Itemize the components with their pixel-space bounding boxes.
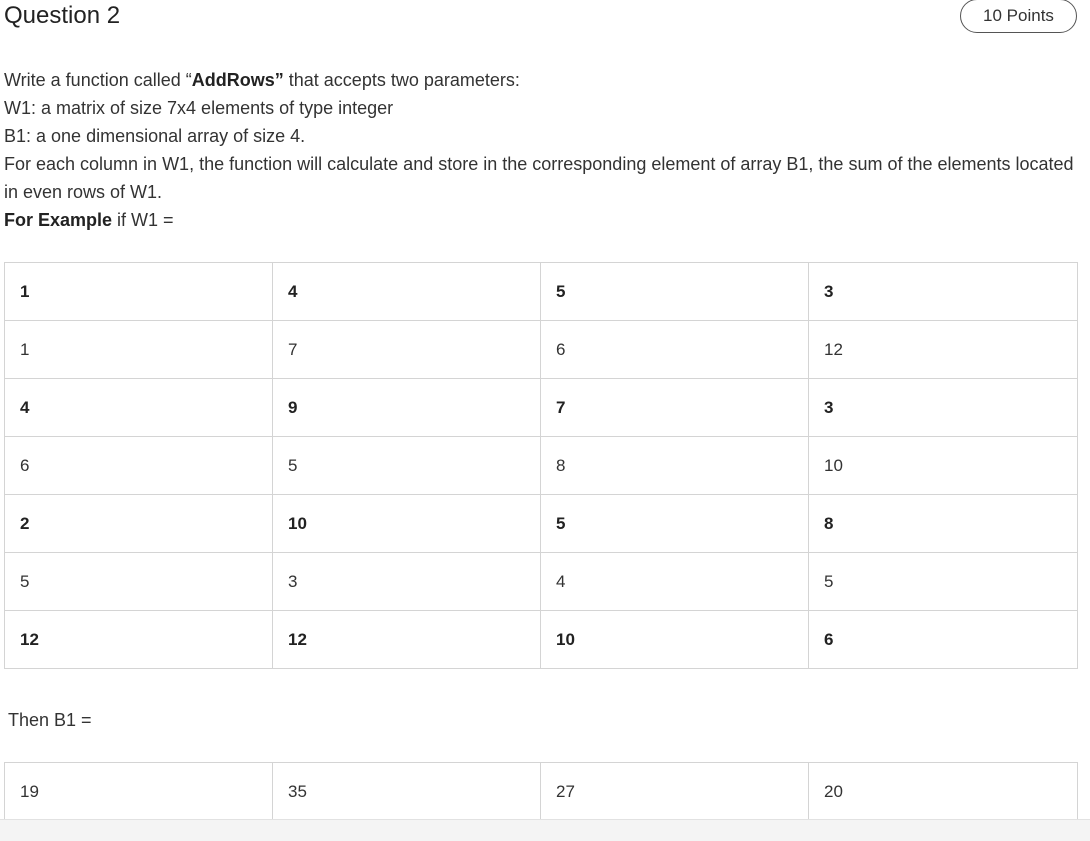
prompt-line-1-post: that accepts two parameters: <box>283 70 520 90</box>
prompt-example <box>4 206 1074 234</box>
prompt-line-4: For each column in W1, the function will calculate and store in the corresponding element of array B1, the sum of the elements located in even rows of W1. <box>4 154 1074 202</box>
table-row <box>5 495 1078 553</box>
table-cell: 10 <box>809 437 1078 495</box>
prompt-line-3: B1: a one dimensional array of size 4. <box>4 126 306 146</box>
table-cell: 12 <box>809 321 1078 379</box>
table-cell: 1 <box>5 263 273 321</box>
table-cell: 4 <box>273 263 541 321</box>
prompt-line-1-pre: Write a function called “ <box>4 70 192 90</box>
table-cell: 9 <box>273 379 541 437</box>
table-cell: 10 <box>541 611 809 669</box>
question-title: Question 2 <box>4 2 121 29</box>
table-row <box>5 437 1078 495</box>
table-row <box>5 379 1078 437</box>
w1-matrix-table <box>4 262 1078 669</box>
table-cell: 5 <box>273 437 541 495</box>
b1-row <box>5 763 1078 822</box>
table-row <box>5 263 1078 321</box>
table-cell: 2 <box>5 495 273 553</box>
table-row <box>5 553 1078 611</box>
table-cell: 12 <box>5 611 273 669</box>
table-cell: 3 <box>273 553 541 611</box>
b1-cell: 27 <box>541 763 809 822</box>
question-header <box>0 0 1090 36</box>
prompt-line-1 <box>4 66 1074 94</box>
table-cell: 6 <box>541 321 809 379</box>
table-cell: 3 <box>809 379 1078 437</box>
table-cell: 4 <box>541 553 809 611</box>
table-cell: 10 <box>273 495 541 553</box>
table-cell: 6 <box>809 611 1078 669</box>
table-cell: 7 <box>273 321 541 379</box>
table-cell: 5 <box>541 263 809 321</box>
points-badge: 10 Points <box>960 0 1077 33</box>
b1-array-table <box>4 762 1078 822</box>
example-text: if W1 = <box>112 210 174 230</box>
table-cell: 3 <box>809 263 1078 321</box>
table-cell: 5 <box>5 553 273 611</box>
function-name: AddRows” <box>191 70 284 90</box>
question-prompt <box>4 66 1074 234</box>
table-row <box>5 611 1078 669</box>
table-cell: 1 <box>5 321 273 379</box>
table-row <box>5 321 1078 379</box>
b1-cell: 20 <box>809 763 1078 822</box>
table-cell: 5 <box>541 495 809 553</box>
example-label: For Example <box>4 210 113 230</box>
table-cell: 12 <box>273 611 541 669</box>
b1-cell: 35 <box>273 763 541 822</box>
prompt-line-2: W1: a matrix of size 7x4 elements of type integer <box>4 98 394 118</box>
w1-matrix-body <box>5 263 1078 669</box>
table-cell: 8 <box>541 437 809 495</box>
table-cell: 5 <box>809 553 1078 611</box>
then-label: Then B1 = <box>8 710 92 730</box>
table-cell: 8 <box>809 495 1078 553</box>
b1-cell: 19 <box>5 763 273 822</box>
table-cell: 7 <box>541 379 809 437</box>
table-cell: 6 <box>5 437 273 495</box>
footer-bar <box>0 819 1090 841</box>
table-cell: 4 <box>5 379 273 437</box>
